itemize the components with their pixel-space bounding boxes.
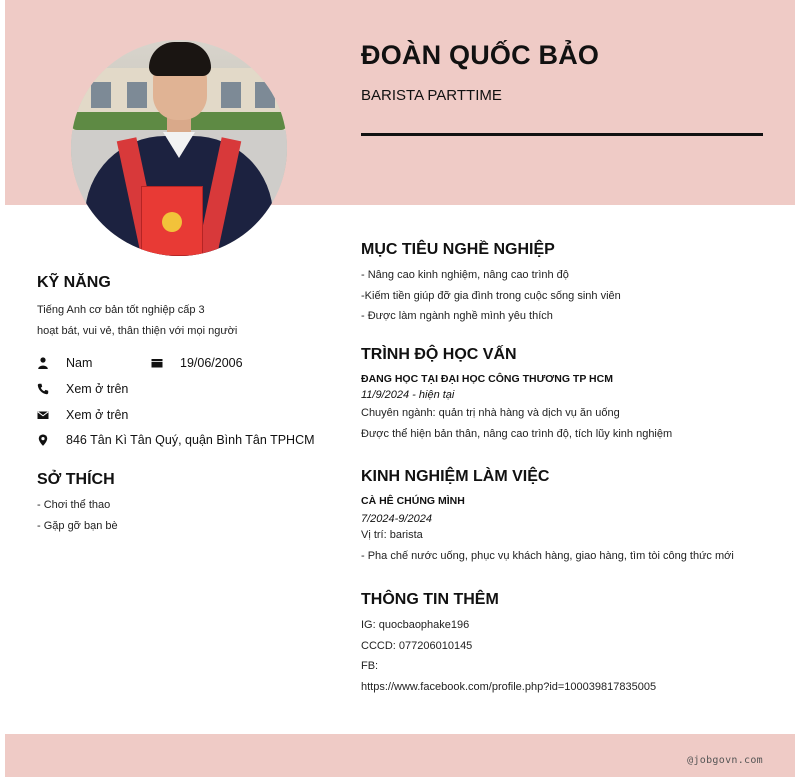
experience-period: 7/2024-9/2024 [361, 513, 432, 525]
location-pin-icon [37, 434, 49, 446]
id-card-line: CCCD: 077206010145 [361, 639, 473, 652]
skill-item: hoạt bát, vui vẻ, thân thiện với mọi người [37, 325, 238, 337]
contact-gender [37, 356, 92, 370]
education-line: Được thể hiện bản thân, nâng cao trình độ, tích lũy kinh nghiệm [361, 427, 673, 440]
experience-company: CÀ HÊ CHÚNG MÌNH [361, 495, 465, 507]
skill-item: Tiếng Anh cơ bản tốt nghiệp cấp 3 [37, 304, 205, 316]
address-value: 846 Tân Kì Tân Quý, quận Bình Tân TPHCM [66, 433, 315, 447]
avatar [71, 40, 287, 256]
cv-page [5, 0, 795, 777]
header-divider [361, 133, 763, 136]
facebook-label: FB: [361, 660, 379, 672]
person-icon [37, 357, 49, 369]
experience-section [361, 468, 771, 566]
contact-address [37, 433, 315, 447]
skills-section [37, 274, 237, 342]
education-title: TRÌNH ĐỘ HỌC VẤN [361, 346, 517, 363]
objective-item: -Kiếm tiền giúp đỡ gia đình trong cuộc sống sinh viên [361, 289, 621, 302]
hobby-item: - Gặp gỡ bạn bè [37, 520, 118, 532]
gender-value: Nam [66, 356, 93, 370]
footer-credit: @jobgovn.com [687, 755, 763, 766]
phone-value: Xem ở trên [66, 382, 129, 396]
objective-section [361, 241, 771, 327]
objective-item: - Được làm ngành nghề mình yêu thích [361, 310, 553, 322]
birthdate-value: 19/06/2006 [180, 356, 243, 370]
hobbies-section [37, 471, 118, 537]
phone-icon [37, 383, 49, 395]
job-title: BARISTA PARTTIME [361, 87, 502, 104]
experience-title: KINH NGHIỆM LÀM VIỆC [361, 468, 550, 485]
candidate-name: ĐOÀN QUỐC BẢO [361, 40, 600, 70]
education-school: ĐANG HỌC TẠI ĐẠI HỌC CÔNG THƯƠNG TP HCM [361, 373, 613, 385]
email-value: Xem ở trên [66, 408, 129, 422]
instagram-line: IG: quocbaophake196 [361, 619, 470, 631]
calendar-icon [151, 357, 163, 369]
skills-title: KỸ NĂNG [37, 274, 111, 291]
education-period: 11/9/2024 - hiện tại [361, 389, 455, 401]
objective-title: MỤC TIÊU NGHỀ NGHIỆP [361, 241, 555, 258]
education-section [361, 346, 771, 444]
footer-band [5, 734, 795, 777]
education-line: Chuyên ngành: quản trị nhà hàng và dịch vụ ăn uống [361, 407, 620, 419]
contact-email [37, 408, 128, 422]
mail-icon [37, 409, 49, 421]
extra-info-title: THÔNG TIN THÊM [361, 591, 499, 608]
objective-item: - Nâng cao kinh nghiệm, nâng cao trình độ [361, 269, 569, 281]
facebook-url[interactable]: https://www.facebook.com/profile.php?id=100039817835005 [361, 680, 657, 693]
contact-birthdate [151, 356, 243, 370]
contact-phone [37, 382, 128, 396]
experience-line: Vị trí: barista [361, 529, 423, 541]
hobbies-title: SỞ THÍCH [37, 471, 115, 488]
hobby-item: - Chơi thể thao [37, 499, 111, 511]
experience-line: - Pha chế nước uống, phục vụ khách hàng, giao hàng, tìm tòi công thức mới [361, 549, 734, 562]
extra-info-section [361, 591, 771, 697]
